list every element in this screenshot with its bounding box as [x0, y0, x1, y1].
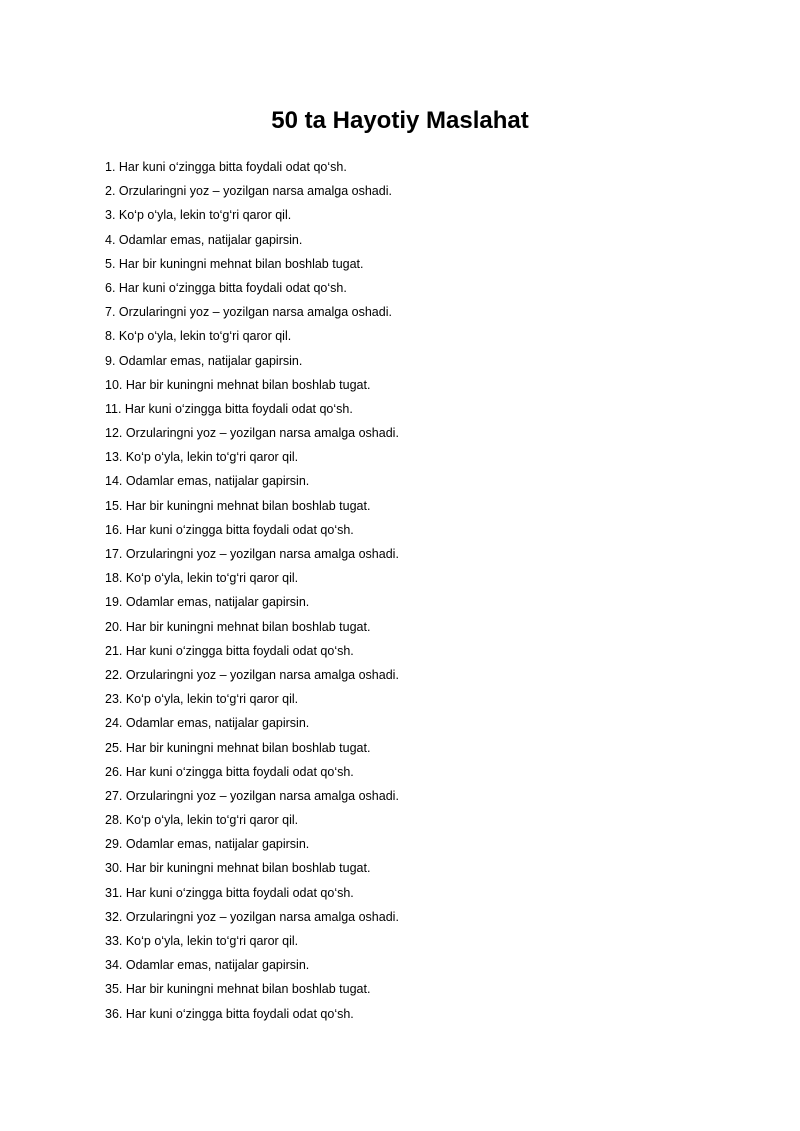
list-item: 24. Odamlar emas, natijalar gapirsin. — [105, 716, 310, 731]
list-item: 11. Har kuni o‘zingga bitta foydali odat qo‘sh. — [105, 401, 353, 416]
list-item: 4. Odamlar emas, natijalar gapirsin. — [105, 232, 303, 247]
list-item: 29. Odamlar emas, natijalar gapirsin. — [105, 837, 310, 852]
list-item: 9. Odamlar emas, natijalar gapirsin. — [105, 353, 303, 368]
list-item: 21. Har kuni o‘zingga bitta foydali odat qo‘sh. — [105, 643, 354, 658]
list-item: 34. Odamlar emas, natijalar gapirsin. — [105, 958, 310, 973]
list-item: 22. Orzularingni yoz – yozilgan narsa amalga oshadi. — [105, 667, 399, 682]
list-item: 19. Odamlar emas, natijalar gapirsin. — [105, 595, 310, 610]
list-item: 30. Har bir kuningni mehnat bilan boshlab tugat. — [105, 861, 371, 876]
advice-list — [105, 157, 725, 1028]
list-item: 8. Ko‘p o‘yla, lekin to‘g‘ri qaror qil. — [105, 329, 292, 344]
list-item: 12. Orzularingni yoz – yozilgan narsa amalga oshadi. — [105, 426, 399, 441]
list-item: 35. Har bir kuningni mehnat bilan boshlab tugat. — [105, 982, 371, 997]
list-item: 28. Ko‘p o‘yla, lekin to‘g‘ri qaror qil. — [105, 813, 299, 828]
list-item: 7. Orzularingni yoz – yozilgan narsa amalga oshadi. — [105, 305, 392, 320]
list-item: 17. Orzularingni yoz – yozilgan narsa amalga oshadi. — [105, 547, 399, 561]
list-item: 6. Har kuni o‘zingga bitta foydali odat qo‘sh. — [105, 280, 347, 295]
list-item: 1. Har kuni o‘zingga bitta foydali odat qo‘sh. — [105, 160, 347, 174]
list-item: 33. Ko‘p o‘yla, lekin to‘g‘ri qaror qil. — [105, 934, 299, 948]
list-item: 20. Har bir kuningni mehnat bilan boshlab tugat. — [105, 619, 371, 634]
list-item: 14. Odamlar emas, natijalar gapirsin. — [105, 474, 310, 489]
list-item: 25. Har bir kuningni mehnat bilan boshlab tugat. — [105, 740, 371, 755]
list-item: 32. Orzularingni yoz – yozilgan narsa amalga oshadi. — [105, 909, 399, 924]
list-item: 16. Har kuni o‘zingga bitta foydali odat qo‘sh. — [105, 522, 354, 537]
list-item: 18. Ko‘p o‘yla, lekin to‘g‘ri qaror qil. — [105, 571, 299, 586]
list-item: 5. Har bir kuningni mehnat bilan boshlab tugat. — [105, 256, 364, 271]
list-item: 10. Har bir kuningni mehnat bilan boshlab tugat. — [105, 377, 371, 392]
list-item: 27. Orzularingni yoz – yozilgan narsa amalga oshadi. — [105, 788, 399, 803]
list-item: 23. Ko‘p o‘yla, lekin to‘g‘ri qaror qil. — [105, 692, 299, 707]
list-item: 36. Har kuni o‘zingga bitta foydali odat qo‘sh. — [105, 1006, 354, 1021]
list-item: 15. Har bir kuningni mehnat bilan boshlab tugat. — [105, 498, 371, 513]
list-item: 3. Ko‘p o‘yla, lekin to‘g‘ri qaror qil. — [105, 208, 292, 223]
list-item: 2. Orzularingni yoz – yozilgan narsa amalga oshadi. — [105, 184, 392, 199]
list-item: 26. Har kuni o‘zingga bitta foydali odat qo‘sh. — [105, 764, 354, 779]
list-item: 31. Har kuni o‘zingga bitta foydali odat qo‘sh. — [105, 885, 354, 900]
page-title: 50 ta Hayotiy Maslahat — [271, 107, 529, 134]
list-item: 13. Ko‘p o‘yla, lekin to‘g‘ri qaror qil. — [105, 450, 299, 465]
